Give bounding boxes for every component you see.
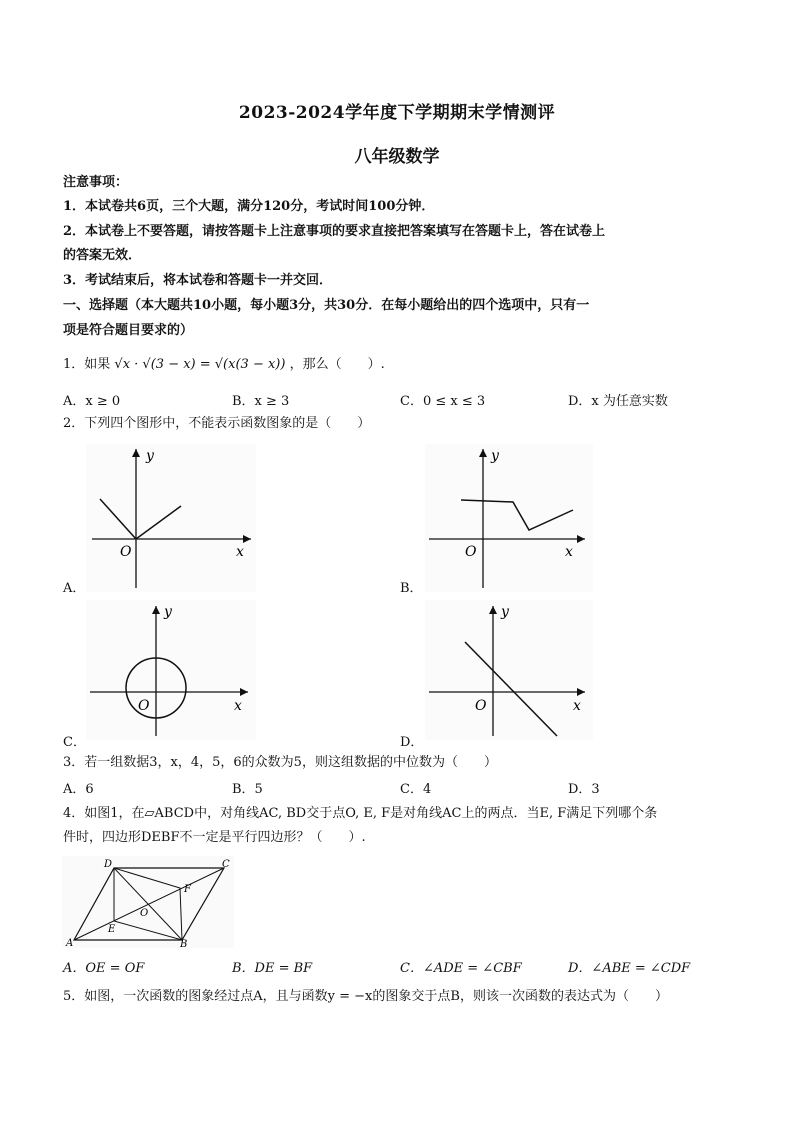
notice-item-2-line-2: 的答案无效． — [63, 248, 142, 263]
graph-d-y-label: y — [501, 604, 509, 620]
graph-c-origin: O — [138, 698, 150, 714]
exam-subject: 八年级数学 — [354, 147, 440, 167]
notice-item-2-line-1: 2．本试卷上不要答题，请按答题卡上注意事项的要求直接把答案填写在答题卡上，答在试卷上 — [63, 224, 606, 239]
q1-option-a: A．x ≥ 0 — [63, 394, 121, 409]
graph-d-x-label: x — [573, 698, 581, 714]
q4-option-a: A．OE = OF — [63, 961, 145, 976]
parallelogram-figure — [62, 856, 234, 948]
q1-option-c: C．0 ≤ x ≤ 3 — [400, 394, 486, 409]
graph-d-origin: O — [475, 698, 487, 714]
q3-option-c: C．4 — [400, 782, 432, 797]
question-5: 5．如图，一次函数的图象经过点A，且与函数y = −x的图象交于点B，则该一次函数的表达式为（ ） — [63, 989, 668, 1004]
point-c-label: C — [222, 859, 230, 870]
q4-option-b: B．DE = BF — [232, 961, 313, 976]
exam-title: 2023-2024学年度下学期期末学情测评 — [238, 103, 556, 123]
graph-a-x-label: x — [236, 544, 244, 560]
point-f-label: F — [184, 884, 191, 895]
point-a-label: A — [66, 938, 74, 948]
question-4-line-1: 4．如图1，在▱ABCD中，对角线AC, BD交于点O, E, F是对角线AC上的两点．当E, F满足下列哪个条 — [63, 806, 658, 821]
graph-d-label: D． — [400, 735, 424, 750]
q1-prefix: 1．如果 — [63, 357, 111, 372]
q1-formula: √x · √(3 − x) = √(x(3 − x)) — [114, 357, 286, 372]
question-2: 2．下列四个图形中，不能表示函数图象的是（ ） — [63, 416, 371, 431]
point-d-label: D — [104, 859, 113, 870]
section1-heading-line-2: 项是符合题目要求的） — [63, 323, 194, 338]
section1-heading-line-1: 一、选择题（本大题共10小题，每小题3分，共30分．在每小题给出的四个选项中，只有一 — [63, 298, 590, 313]
graph-b-label: B． — [400, 581, 423, 596]
notice-item-1: 1．本试卷共6页，三个大题，满分120分，考试时间100分钟． — [63, 199, 435, 214]
q3-option-a: A．6 — [63, 782, 94, 797]
q1-option-d: D．x 为任意实数 — [568, 394, 668, 409]
q1-option-b: B．x ≥ 3 — [232, 394, 290, 409]
q1-suffix: ，那么（ ）. — [289, 357, 385, 372]
question-1 — [63, 354, 385, 376]
point-o-label: O — [140, 908, 149, 919]
graph-d — [425, 600, 593, 740]
q3-option-d: D．3 — [568, 782, 600, 797]
notice-item-3: 3．考试结束后，将本试卷和答题卡一并交回． — [63, 273, 333, 288]
graph-b — [425, 444, 593, 592]
notice-heading: 注意事项： — [63, 175, 129, 190]
question-4-line-2: 件时，四边形DEBF不一定是平行四边形？（ ）. — [63, 830, 366, 845]
graph-a — [86, 444, 256, 592]
graph-a-origin: O — [120, 544, 132, 560]
q4-option-c: C．∠ADE = ∠CBF — [400, 961, 522, 976]
graph-c-y-label: y — [164, 604, 172, 620]
q4-option-d: D．∠ABE = ∠CDF — [568, 961, 691, 976]
graph-a-y-label: y — [146, 448, 154, 464]
point-e-label: E — [108, 924, 116, 935]
graph-b-origin: O — [465, 544, 477, 560]
graph-b-y-label: y — [491, 448, 499, 464]
graph-c-x-label: x — [234, 698, 242, 714]
q3-option-b: B．5 — [232, 782, 263, 797]
graph-c — [86, 600, 256, 740]
graph-c-label: C． — [63, 735, 86, 750]
question-3: 3．若一组数据3，x，4，5，6的众数为5，则这组数据的中位数为（ ） — [63, 755, 497, 770]
point-b-label: B — [180, 939, 188, 948]
graph-b-x-label: x — [565, 544, 573, 560]
graph-a-label: A． — [63, 581, 86, 596]
